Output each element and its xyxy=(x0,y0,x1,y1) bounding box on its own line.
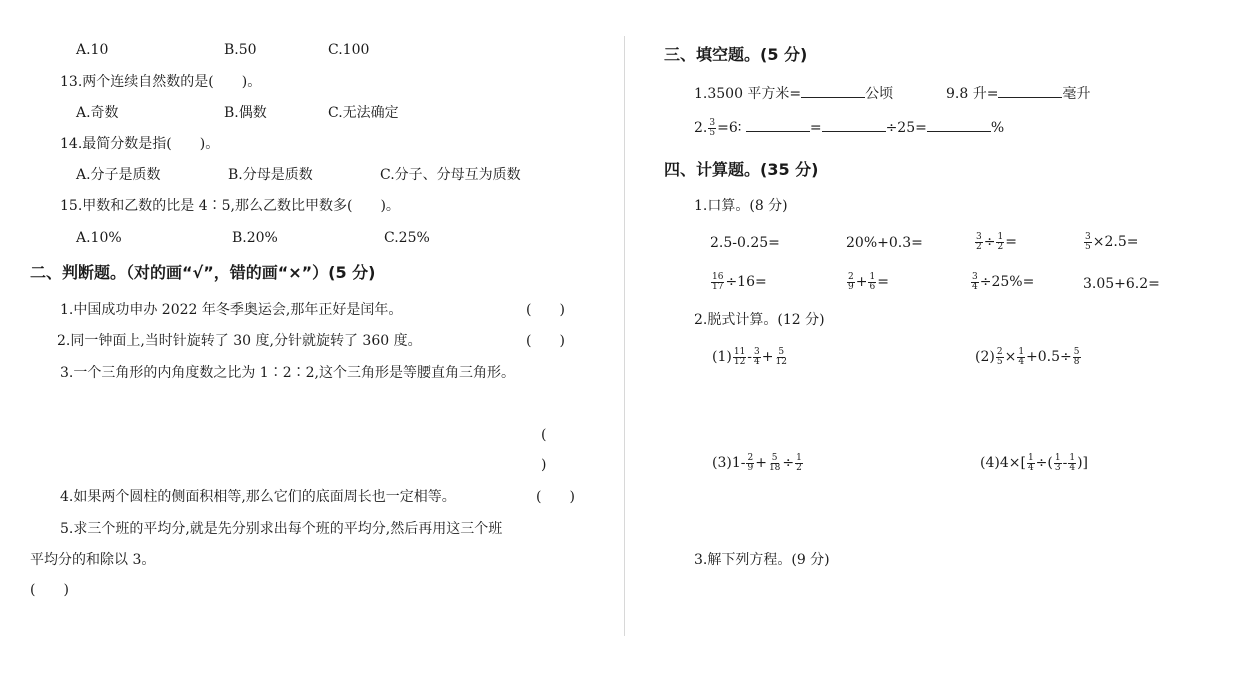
judge-q5-line1: 5.求三个班的平均分,就是先分别求出每个班的平均分,然后再用这三个班 xyxy=(60,521,503,537)
oral-h: 3.05+6.2= xyxy=(1083,276,1160,292)
judge-q5-line2: 平均分的和除以 3。 xyxy=(30,552,156,568)
q13-option-a: A.奇数 xyxy=(76,105,119,121)
expression-rest: ÷16= xyxy=(725,274,767,290)
oral-d xyxy=(1083,230,1138,254)
operator: ÷ xyxy=(782,455,795,471)
fraction xyxy=(996,348,1004,367)
fraction xyxy=(1068,454,1076,473)
q12-option-c: C.100 xyxy=(328,42,370,58)
fill-q1a-text: 1.3500 平方米= xyxy=(694,86,802,102)
denominator: 4 xyxy=(1069,462,1076,473)
numerator: 1 xyxy=(1069,452,1076,463)
numerator: 1 xyxy=(1027,452,1034,463)
equation-title: 3.解下列方程。(9 分) xyxy=(694,552,830,568)
fraction xyxy=(795,454,803,473)
denominator: 4 xyxy=(1027,462,1034,473)
numerator: 3 xyxy=(754,346,760,357)
fraction xyxy=(1027,454,1035,473)
denominator: 5 xyxy=(1085,241,1091,252)
denominator: 9 xyxy=(747,462,754,473)
step-p2 xyxy=(975,344,1082,370)
denominator: 2 xyxy=(976,241,982,252)
q14-option-c: C.分子、分母互为质数 xyxy=(380,167,521,183)
denominator: 2 xyxy=(997,241,1004,252)
fill-q2-d: % xyxy=(990,120,1005,136)
q14-stem: 14.最简分数是指( )。 xyxy=(60,136,220,152)
fraction xyxy=(996,233,1004,252)
numerator: 3 xyxy=(976,231,982,242)
fraction xyxy=(868,273,876,292)
answer-blank[interactable] xyxy=(927,117,991,132)
denominator: 4 xyxy=(972,281,978,292)
denominator: 18 xyxy=(768,462,781,473)
judge-q5-paren: ( ) xyxy=(30,582,69,598)
step-p1 xyxy=(712,344,789,370)
fraction xyxy=(1073,348,1081,367)
column-divider xyxy=(624,36,625,636)
problem-label: (3)1- xyxy=(712,455,746,471)
operator: ÷( xyxy=(1035,455,1053,471)
numerator: 1 xyxy=(796,452,802,463)
numerator: 2 xyxy=(996,346,1003,357)
denominator: 9 xyxy=(848,281,854,292)
denominator: 2 xyxy=(796,462,802,473)
numerator: 16 xyxy=(712,271,724,282)
judge-q2-paren: ( ) xyxy=(526,333,565,349)
denominator: 4 xyxy=(1018,356,1025,367)
q12-option-b: B.50 xyxy=(224,42,257,58)
oral-b: 20%+0.3= xyxy=(846,235,923,251)
fill-q2-prefix: 2. xyxy=(694,120,708,136)
oral-c xyxy=(974,230,1017,254)
fill-q1b-unit: 毫升 xyxy=(1062,86,1091,102)
fraction xyxy=(733,348,746,367)
fraction xyxy=(1084,233,1092,252)
fraction xyxy=(775,348,788,367)
section4-title: 四、计算题。(35 分) xyxy=(664,160,819,179)
q15-option-b: B.20% xyxy=(232,230,278,246)
closing-brackets: )] xyxy=(1077,455,1089,471)
judge-q1-paren: ( ) xyxy=(526,302,565,318)
operator: - xyxy=(747,349,753,365)
step-title: 2.脱式计算。(12 分) xyxy=(694,312,825,328)
denominator: 5 xyxy=(709,127,716,138)
answer-blank[interactable] xyxy=(801,83,865,98)
denominator: 5 xyxy=(996,356,1003,367)
fraction xyxy=(708,119,716,138)
q13-stem: 13.两个连续自然数的是( )。 xyxy=(60,74,262,90)
operator: + xyxy=(761,349,774,365)
step-p4 xyxy=(980,450,1088,476)
problem-label: (1) xyxy=(712,349,732,365)
q15-option-c: C.25% xyxy=(384,230,430,246)
numerator: 3 xyxy=(972,271,978,282)
numerator: 1 xyxy=(997,231,1004,242)
numerator: 1 xyxy=(1018,346,1025,357)
oral-f xyxy=(846,270,889,294)
denominator: 4 xyxy=(754,356,760,367)
expression-rest: +0.5÷ xyxy=(1026,349,1072,365)
numerator: 2 xyxy=(848,271,854,282)
denominator: 6 xyxy=(869,281,876,292)
q15-option-a: A.10% xyxy=(76,230,122,246)
problem-label: (2) xyxy=(975,349,995,365)
fraction xyxy=(1054,454,1062,473)
operator: ÷ xyxy=(983,234,996,250)
judge-q4-paren: ( ) xyxy=(536,489,575,505)
oral-g xyxy=(970,270,1034,294)
oral-a: 2.5-0.25= xyxy=(710,235,780,251)
answer-blank[interactable] xyxy=(746,117,810,132)
answer-blank[interactable] xyxy=(822,117,886,132)
fill-q1b xyxy=(946,83,1090,103)
judge-q2: 2.同一钟面上,当时针旋转了 30 度,分针就旋转了 360 度。 xyxy=(57,333,422,349)
fraction xyxy=(753,348,761,367)
fraction xyxy=(711,273,724,292)
numerator: 5 xyxy=(771,452,778,463)
judge-q1: 1.中国成功申办 2022 年冬季奥运会,那年正好是闰年。 xyxy=(60,302,403,318)
fraction xyxy=(975,233,983,252)
fraction xyxy=(746,454,754,473)
operator: - xyxy=(1062,455,1068,471)
fill-q1b-text: 9.8 升= xyxy=(946,86,999,102)
denominator: 12 xyxy=(775,356,787,367)
denominator: 3 xyxy=(1054,462,1061,473)
judge-q3-paren-close: ) xyxy=(541,457,547,473)
oral-e xyxy=(710,270,767,294)
fill-q1a xyxy=(694,83,893,103)
fill-q2-b: = xyxy=(809,120,822,136)
numerator: 3 xyxy=(709,117,716,128)
q12-option-a: A.10 xyxy=(76,42,109,58)
fill-q2-c: ÷25= xyxy=(885,120,927,136)
fraction xyxy=(1017,348,1025,367)
denominator: 12 xyxy=(733,356,746,367)
numerator: 11 xyxy=(733,346,746,357)
q14-option-b: B.分母是质数 xyxy=(228,167,313,183)
numerator: 1 xyxy=(869,271,876,282)
numerator: 3 xyxy=(1085,231,1091,242)
q15-stem: 15.甲数和乙数的比是 4∶5,那么乙数比甲数多( )。 xyxy=(60,198,400,214)
numerator: 1 xyxy=(1054,452,1061,463)
q13-option-c: C.无法确定 xyxy=(328,105,399,121)
numerator: 2 xyxy=(747,452,754,463)
q14-option-a: A.分子是质数 xyxy=(76,167,161,183)
step-p3 xyxy=(712,450,804,476)
fraction xyxy=(847,273,855,292)
denominator: 17 xyxy=(712,281,724,292)
fill-q1a-unit: 公顷 xyxy=(865,86,894,102)
expression-rest: ×2.5= xyxy=(1092,234,1139,250)
numerator: 5 xyxy=(1073,346,1080,357)
answer-blank[interactable] xyxy=(998,83,1062,98)
fill-q2 xyxy=(694,117,1004,139)
operator: + xyxy=(755,455,767,471)
judge-q3: 3.一个三角形的内角度数之比为 1∶2∶2,这个三角形是等腰直角三角形。 xyxy=(60,365,515,381)
equals: = xyxy=(877,274,889,290)
q13-option-b: B.偶数 xyxy=(224,105,267,121)
judge-q4: 4.如果两个圆柱的侧面积相等,那么它们的底面周长也一定相等。 xyxy=(60,489,456,505)
operator: + xyxy=(855,274,868,290)
oral-title: 1.口算。(8 分) xyxy=(694,198,788,214)
fill-q2-a: =6∶ xyxy=(717,120,742,136)
equals: = xyxy=(1005,234,1017,250)
section2-title: 二、判断题。（对的画“√”，错的画“×”）(5 分) xyxy=(30,263,376,282)
problem-label: (4)4×[ xyxy=(980,455,1026,471)
denominator: 8 xyxy=(1073,356,1080,367)
fraction xyxy=(971,273,979,292)
numerator: 5 xyxy=(778,346,785,357)
fraction xyxy=(768,454,781,473)
expression-rest: ÷25%= xyxy=(979,274,1035,290)
section3-title: 三、填空题。(5 分) xyxy=(664,45,808,64)
operator: × xyxy=(1004,349,1017,365)
judge-q3-paren-open: ( xyxy=(541,427,547,443)
